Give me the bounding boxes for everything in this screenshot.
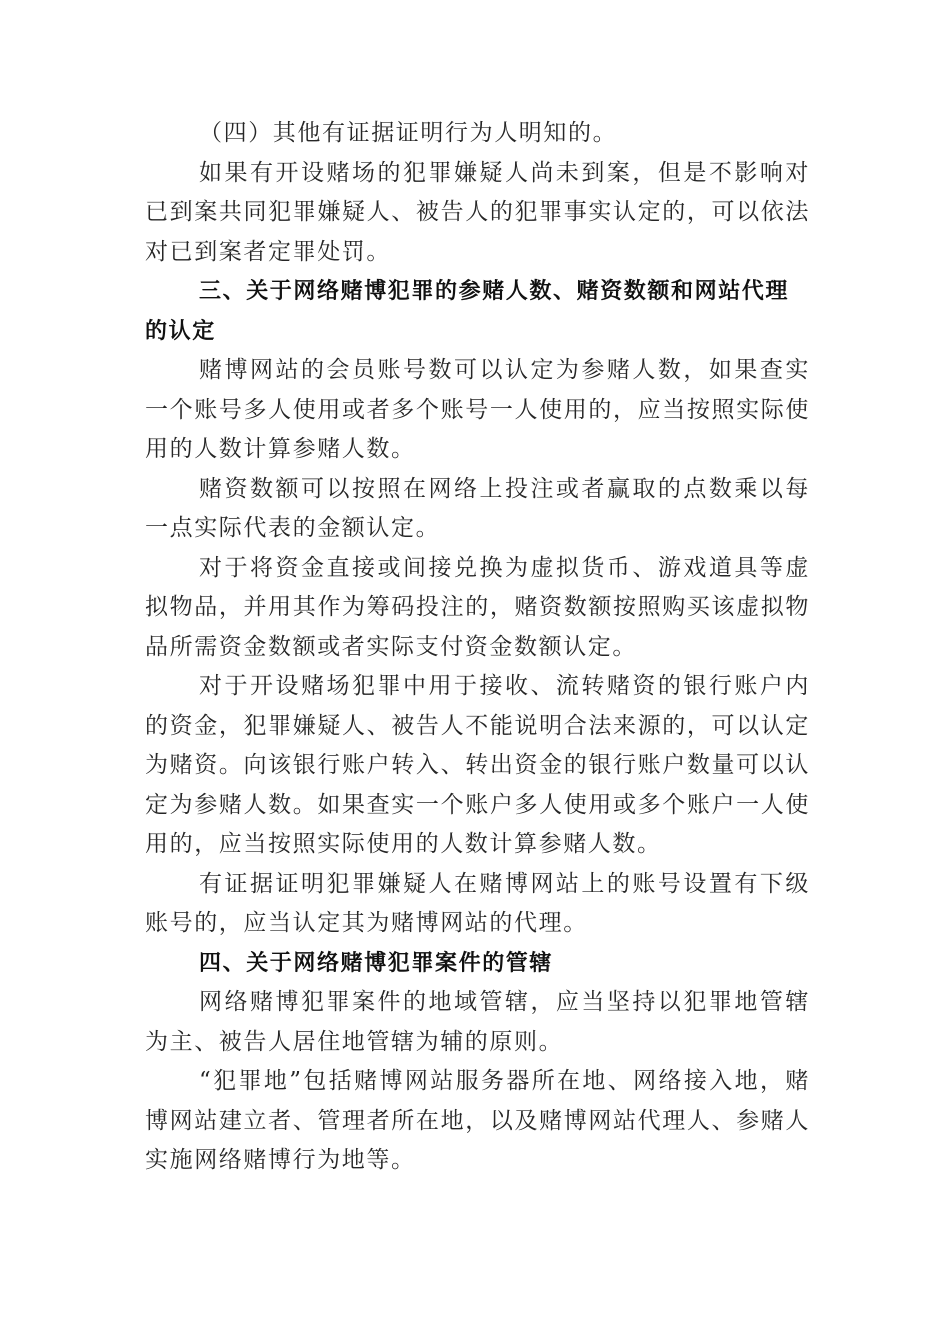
paragraph-suspect-not-arrived: 如果有开设赌场的犯罪嫌疑人尚未到案，但是不影响对已到案共同犯罪嫌疑人、被告人的犯罪事实认定的，可以依法对已到案者定罪处罚。 <box>145 159 810 265</box>
paragraph-jurisdiction: 网络赌博犯罪案件的地域管辖，应当坚持以犯罪地管辖为主、被告人居住地管辖为辅的原则。 <box>145 989 810 1055</box>
paragraph-virtual-items: 对于将资金直接或间接兑换为虚拟货币、游戏道具等虚拟物品，并用其作为筹码投注的，赌资数额按照购买该虚拟物品所需资金数额或者实际支付资金数额认定。 <box>145 554 810 660</box>
paragraph-crime-location: “犯罪地”包括赌博网站服务器所在地、网络接入地，赌博网站建立者、管理者所在地，以及赌博网站代理人、参赌人实施网络赌博行为地等。 <box>145 1068 810 1173</box>
document-body <box>145 114 810 1181</box>
section-heading-3: 三、关于网络赌博犯罪的参赌人数、赌资数额和网站代理的认定 <box>145 279 790 344</box>
section-heading-4: 四、关于网络赌博犯罪案件的管辖 <box>199 950 554 976</box>
clause-item-4: （四）其他有证据证明行为人明知的。 <box>199 120 618 146</box>
paragraph-bank-accounts: 对于开设赌场犯罪中用于接收、流转赌资的银行账户内的资金，犯罪嫌疑人、被告人不能说明合法来源的，可以认定为赌资。向该银行账户转入、转出资金的银行账户数量可以认定为参赌人数。如果查实一个账户多人使用或多个账户一人使用的，应当按照实际使用的人数计算参赌人数。 <box>145 673 810 857</box>
paragraph-member-accounts: 赌博网站的会员账号数可以认定为参赌人数，如果查实一个账号多人使用或者多个账号一人使用的，应当按照实际使用的人数计算参赌人数。 <box>145 357 810 462</box>
paragraph-website-agent: 有证据证明犯罪嫌疑人在赌博网站上的账号设置有下级账号的，应当认定其为赌博网站的代理。 <box>145 870 810 936</box>
paragraph-stake-amount: 赌资数额可以按照在网络上投注或者赢取的点数乘以每一点实际代表的金额认定。 <box>145 475 810 541</box>
